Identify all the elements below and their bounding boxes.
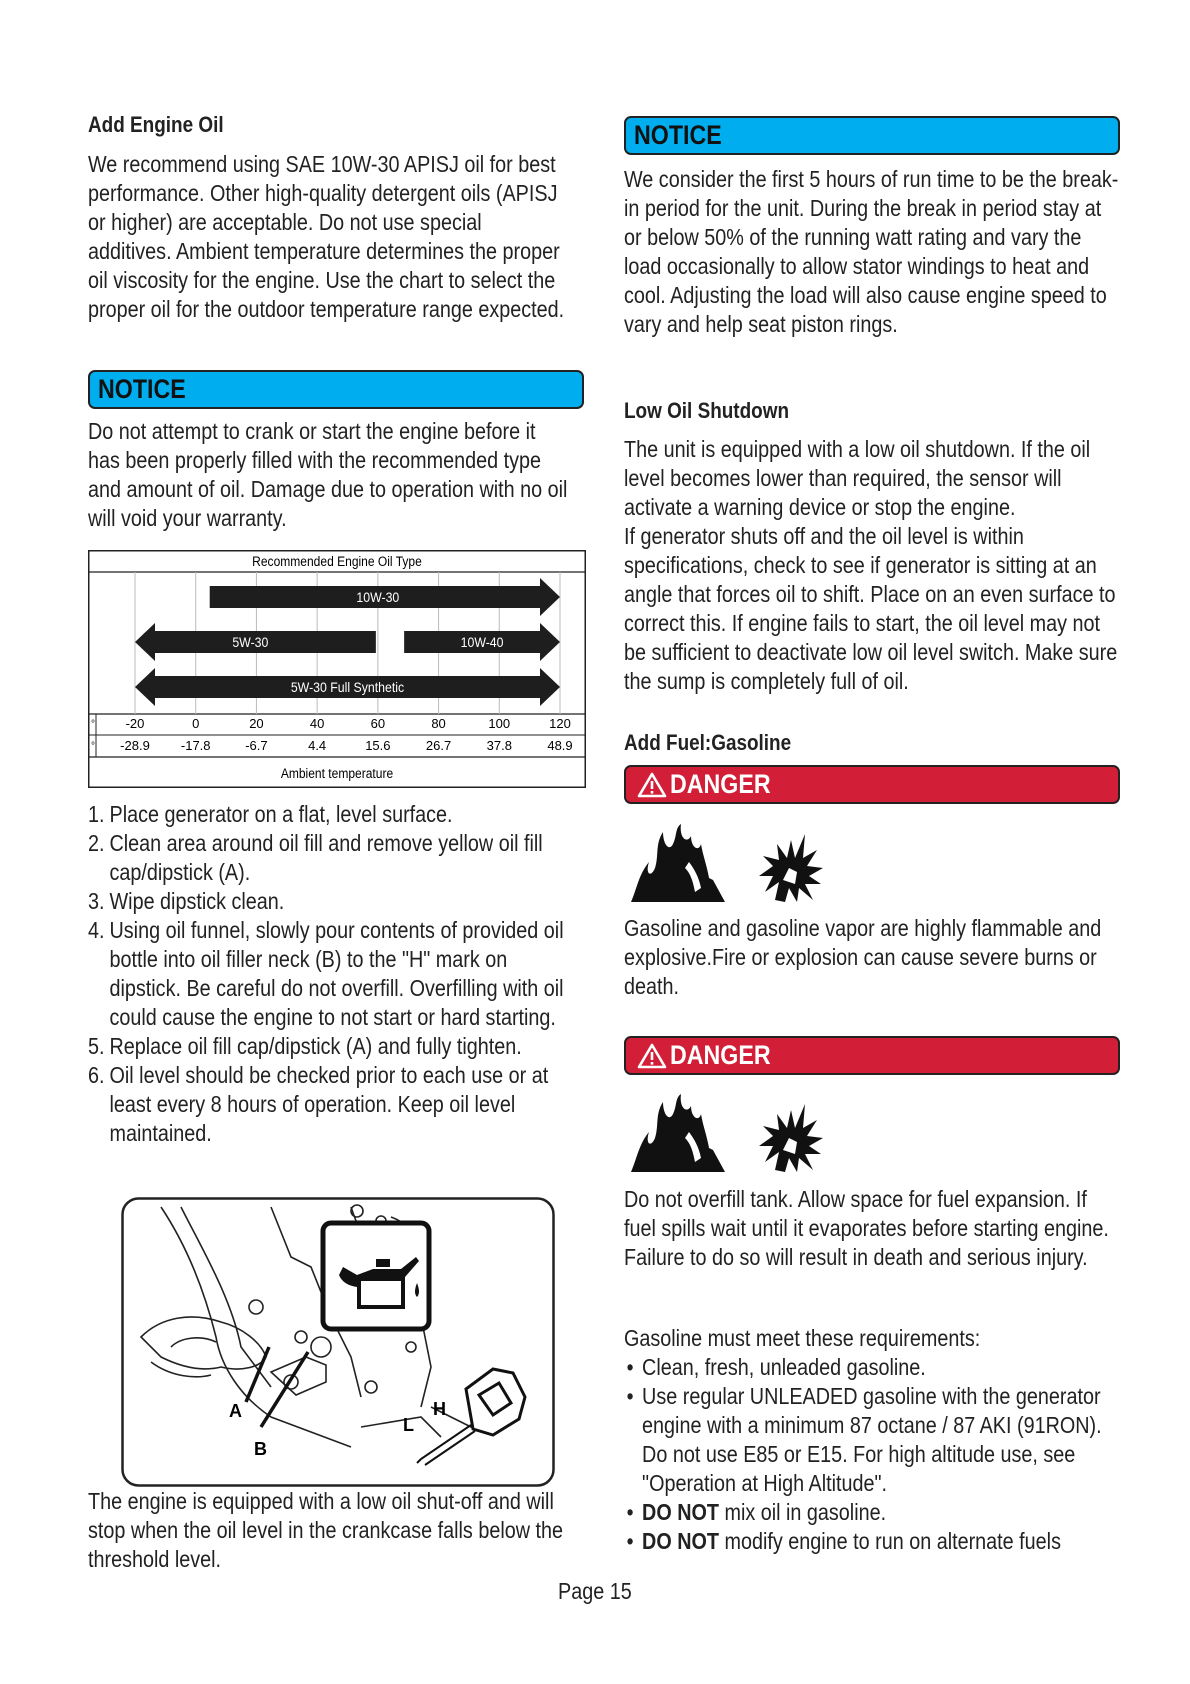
label-a: A	[229, 1401, 242, 1421]
danger1-text: Gasoline and gasoline vapor are highly flammable and explosive.Fire or explosion can cause severe burns or death.	[624, 915, 1102, 999]
tick-label-f: 60	[370, 716, 386, 731]
step-number: 5.	[88, 1033, 105, 1059]
low-oil-text-2: If generator shuts off and the oil level is within specifications, check to see if generator is sitting at an angle that forces oil to shift. Place on an even surface to correct this. If engine fails to start, the oil level may not be sufficient to deactivate low oil level switch. Make sure the sump is completely full of oil.	[624, 523, 1118, 694]
add-fuel-heading: Add Fuel:Gasoline	[624, 730, 792, 755]
notice-text-left: Do not attempt to crank or start the engine before it has been properly filled with the recommended type and amount of oil. Damage due to operation with no oil will void your warranty.	[88, 418, 568, 531]
tick-label-f: 20	[249, 716, 264, 731]
chart-xlabel: Ambient temperature	[280, 765, 394, 782]
requirement-item	[624, 1527, 1106, 1556]
oil-type-chart	[88, 550, 586, 788]
step-number: 6.	[88, 1062, 105, 1088]
explosion-icon	[759, 834, 823, 902]
tick-label-f: 80	[431, 716, 446, 731]
danger-label-2: DANGER	[670, 1040, 771, 1070]
notice-text-right: We consider the first 5 hours of run time to be the break-in period for the unit. During the break in period stay at or below 50% of the running watt rating and vary the load occasionally to allow stator windings to heat and cool. Adjusting the load will also cause engine speed to vary and help seat piston rings.	[624, 166, 1119, 337]
requirements-intro: Gasoline must meet these requirements:	[624, 1325, 981, 1351]
oil-fill-illustration	[121, 1197, 555, 1487]
requirement-item	[624, 1498, 1106, 1527]
fire-icon	[631, 1094, 725, 1172]
tick-label-f: 100	[488, 716, 511, 731]
low-oil-heading: Low Oil Shutdown	[624, 398, 789, 423]
danger-banner-2	[624, 1036, 1120, 1075]
step-number: 4.	[88, 917, 105, 943]
fire-explosion-pictograms-2	[629, 1092, 859, 1174]
tick-label-c: 37.8	[486, 738, 512, 753]
warning-triangle-icon	[637, 1043, 667, 1069]
tick-label-c: 15.6	[365, 738, 391, 753]
tick-label-c: 26.7	[425, 738, 452, 753]
step-number: 1.	[88, 801, 105, 827]
tick-label-c: -17.8	[180, 738, 211, 753]
notice-banner-left	[88, 370, 584, 409]
tick-label-f: 40	[309, 716, 325, 731]
tick-label-c: -6.7	[245, 738, 268, 753]
step-number: 3.	[88, 888, 105, 914]
tick-label-c: 48.9	[547, 738, 573, 753]
requirement-text: mix oil in gasoline.	[718, 1499, 887, 1525]
requirement-text: modify engine to run on alternate fuels	[718, 1528, 1061, 1554]
notice-label-right: NOTICE	[634, 120, 722, 150]
bullet-glyph: •	[626, 1383, 634, 1409]
oil-steps	[88, 800, 578, 1148]
tick-label-f: 120	[549, 716, 571, 731]
add-engine-oil-heading: Add Engine Oil	[88, 112, 224, 137]
page-number: Page 15	[558, 1578, 632, 1604]
requirement-text: Use regular UNLEADED gasoline with the generator engine with a minimum 87 octane / 87 AKI (91RON). Do not use E85 or E15. For high altitude use, see "Operation at High Altitude".	[642, 1383, 1102, 1496]
requirement-emphasis: DO NOT	[642, 1528, 719, 1554]
requirements-list	[624, 1353, 1184, 1556]
step-item	[88, 1032, 578, 1061]
step-text: Wipe dipstick clean.	[109, 888, 285, 914]
label-h: H	[433, 1399, 446, 1419]
oil-range-label: 5W-30 Full Synthetic	[290, 679, 405, 696]
chart-title: Recommended Engine Oil Type	[252, 553, 422, 570]
explosion-icon	[759, 1104, 823, 1172]
step-item	[88, 829, 578, 887]
oil-range-label: 5W-30	[232, 634, 269, 651]
low-oil-shutoff-text: The engine is equipped with a low oil shut-off and will stop when the oil level in the crankcase falls below the threshold level.	[88, 1488, 564, 1572]
requirement-emphasis: DO NOT	[642, 1499, 719, 1525]
danger-label-1: DANGER	[670, 769, 771, 799]
notice-banner-right	[624, 116, 1120, 155]
requirement-text: Clean, fresh, unleaded gasoline.	[642, 1354, 926, 1380]
requirement-item	[624, 1382, 1106, 1498]
tick-label-c: 4.4	[308, 738, 327, 753]
danger-banner-1	[624, 765, 1120, 804]
step-text: Oil level should be checked prior to each use or at least every 8 hours of operation. Keep oil level maintained.	[109, 1062, 549, 1146]
oil-range-label: 10W-40	[460, 634, 504, 651]
tick-label-f: 0	[192, 716, 200, 731]
warning-triangle-icon	[637, 772, 667, 798]
tick-label-f: -20	[125, 716, 145, 731]
step-text: Clean area around oil fill and remove yellow oil fill cap/dipstick (A).	[109, 830, 543, 885]
step-item	[88, 887, 578, 916]
label-l: L	[403, 1415, 414, 1435]
low-oil-text-1: The unit is equipped with a low oil shutdown. If the oil level becomes lower than required, the sensor will activate a warning device or stop the engine.	[624, 436, 1091, 520]
step-item	[88, 800, 578, 829]
tick-label-c: -28.9	[120, 738, 150, 753]
fire-explosion-pictograms-1	[629, 822, 859, 904]
fire-icon	[631, 824, 725, 902]
step-text: Replace oil fill cap/dipstick (A) and fully tighten.	[109, 1033, 522, 1059]
label-b: B	[254, 1439, 267, 1459]
unit-c-label: °	[91, 741, 95, 752]
step-item	[88, 916, 578, 1032]
step-text: Place generator on a flat, level surface.	[109, 801, 453, 827]
danger2-text: Do not overfill tank. Allow space for fuel expansion. If fuel spills wait until it evaporates before starting engine. Failure to do so will result in death and serious injury.	[624, 1186, 1109, 1270]
requirement-item	[624, 1353, 1106, 1382]
bullet-glyph: •	[626, 1354, 634, 1380]
oil-range-label: 10W-30	[356, 589, 400, 606]
add-engine-oil-text: We recommend using SAE 10W-30 APISJ oil for best performance. Other high-quality detergent oils (APISJ or higher) are acceptable. Do not use special additives. Ambient temperature determines the proper oil viscosity for the engine. Use the chart to select the proper oil for the outdoor temperature range expected.	[88, 151, 565, 322]
bullet-glyph: •	[626, 1499, 634, 1525]
notice-label: NOTICE	[98, 374, 186, 404]
bullet-glyph: •	[626, 1528, 634, 1554]
step-text: Using oil funnel, slowly pour contents of provided oil bottle into oil filler neck (B) to the "H" mark on dipstick. Be careful do not overfill. Overfilling with oil could cause the engine to not start or hard starting.	[109, 917, 564, 1030]
unit-f-label: °	[91, 719, 95, 730]
step-item	[88, 1061, 578, 1148]
step-number: 2.	[88, 830, 105, 856]
